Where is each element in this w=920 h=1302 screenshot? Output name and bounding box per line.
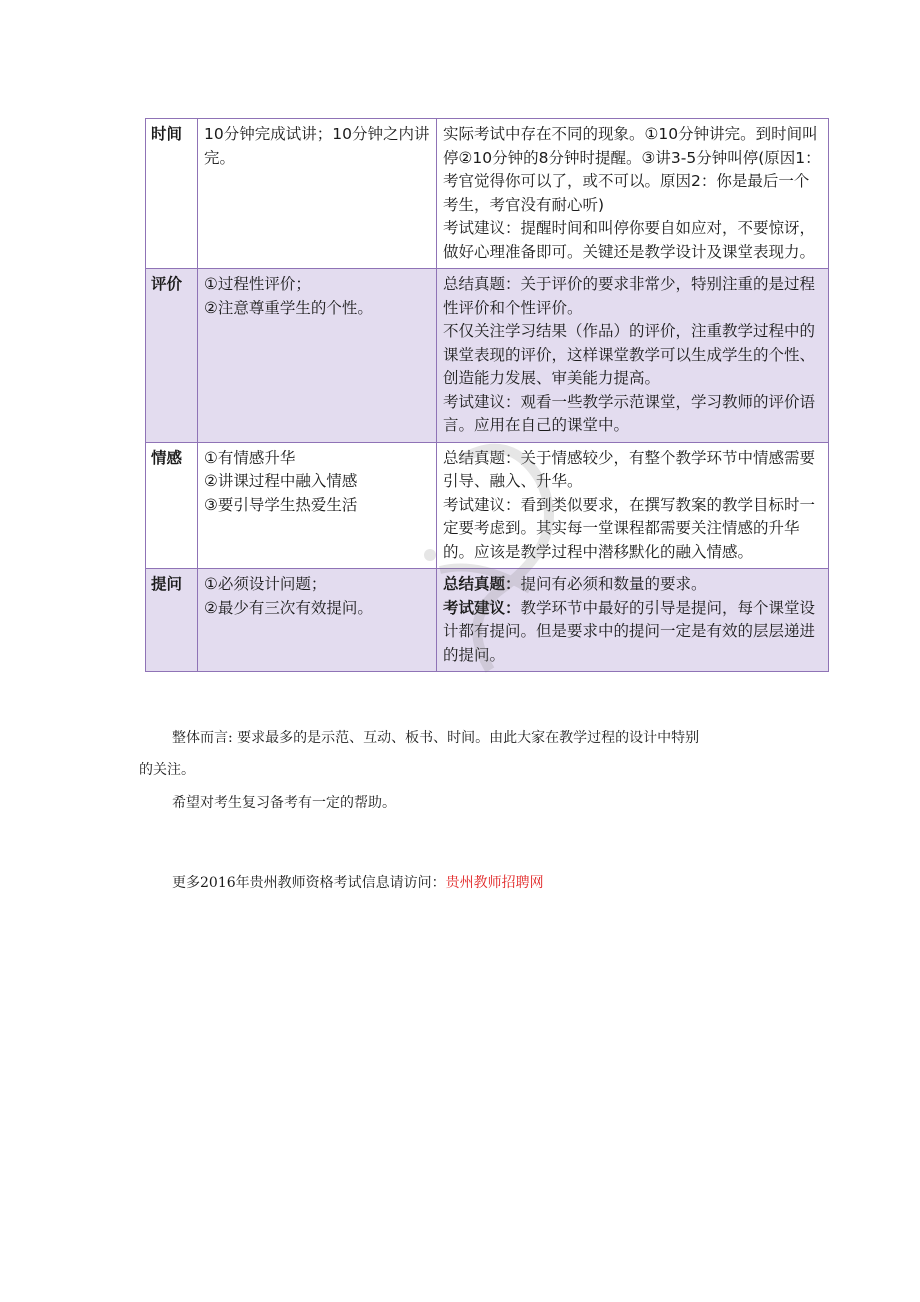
detail-cell bbox=[437, 442, 829, 569]
detail-cell bbox=[437, 569, 829, 672]
requirement-line: ②最少有三次有效提问。 bbox=[204, 598, 373, 617]
detail-text: 教学环节中最好的引导是提问，每个课堂设计都有提问。但是要求中的提问一定是有效的层层递进的提问。 bbox=[443, 598, 816, 664]
detail-heading: 考试建议： bbox=[443, 598, 521, 617]
detail-paragraph bbox=[443, 494, 822, 565]
detail-text: 不仅关注学习结果（作品）的评价，注重教学过程中的课堂表现的评价，这样课堂教学可以生成学生的个性、创造能力发展、审美能力提高。 bbox=[443, 322, 816, 387]
requirement-line: ②注意尊重学生的个性。 bbox=[204, 298, 373, 317]
detail-cell bbox=[437, 119, 829, 269]
detail-paragraph bbox=[443, 597, 822, 668]
summary-line-1: 整体而言: 要求最多的是示范、互动、板书、时间。由此大家在教学过程的设计中特别 bbox=[172, 730, 700, 746]
table-row bbox=[146, 442, 829, 569]
category-cell: 提问 bbox=[146, 569, 198, 672]
table-row bbox=[146, 569, 829, 672]
table-row bbox=[146, 269, 829, 443]
requirement-line: 10分钟完成试讲；10分钟之内讲完。 bbox=[204, 125, 430, 167]
more-info-prefix: 更多2016年贵州教师资格考试信息请访问： bbox=[172, 875, 446, 891]
requirement-cell bbox=[198, 269, 437, 443]
detail-paragraph bbox=[443, 320, 822, 391]
requirement-line: ②讲课过程中融入情感 bbox=[204, 472, 358, 490]
requirement-line: ①过程性评价； bbox=[204, 275, 311, 293]
detail-text: 提问有必须和数量的要求。 bbox=[520, 575, 707, 593]
detail-paragraph bbox=[443, 447, 822, 494]
detail-heading: 总结真题： bbox=[443, 575, 521, 593]
requirement-cell bbox=[198, 442, 437, 569]
hope-paragraph: 希望对考生复习备考有一定的帮助。 bbox=[172, 795, 396, 811]
detail-text: 考试建议：提醒时间和叫停你要自如应对，不要惊讶，做好心理准备即可。关键还是教学设计及课堂表现力。 bbox=[443, 219, 816, 261]
category-cell: 情感 bbox=[146, 442, 198, 569]
detail-text: 考试建议：看到类似要求，在撰写教案的教学目标时一定要考虑到。其实每一堂课程都需要关注情感的升华的。应该是教学过程中潜移默化的融入情感。 bbox=[443, 495, 816, 561]
detail-paragraph bbox=[443, 573, 822, 597]
summary-line-2: 的关注。 bbox=[139, 762, 195, 778]
category-cell: 时间 bbox=[146, 119, 198, 269]
requirement-cell bbox=[198, 119, 437, 269]
requirement-cell bbox=[198, 569, 437, 672]
detail-paragraph bbox=[443, 273, 822, 320]
requirement-line: ①必须设计问题； bbox=[204, 575, 327, 593]
detail-cell bbox=[437, 269, 829, 443]
guizhou-teacher-recruitment-link[interactable]: 贵州教师招聘网 bbox=[445, 875, 544, 891]
requirement-line: ③要引导学生热爱生活 bbox=[204, 495, 358, 514]
detail-text: 考试建议：观看一些教学示范课堂，学习教师的评价语言。应用在自己的课堂中。 bbox=[443, 392, 816, 434]
detail-paragraph bbox=[443, 123, 822, 217]
detail-text: 总结真题：关于评价的要求非常少，特别注重的是过程性评价和个性评价。 bbox=[443, 275, 816, 317]
detail-text: 总结真题：关于情感较少，有整个教学环节中情感需要引导、融入、升华。 bbox=[443, 448, 816, 490]
table-row bbox=[146, 119, 829, 269]
detail-text: 实际考试中存在不同的现象。①10分钟讲完。到时间叫停②10分钟的8分钟时提醒。③讲3-5分钟叫停(原因1：考官觉得你可以了，或不可以。原因2：你是最后一个考生，考官没有耐心听) bbox=[443, 125, 821, 214]
category-cell: 评价 bbox=[146, 269, 198, 443]
detail-paragraph bbox=[443, 391, 822, 438]
detail-paragraph bbox=[443, 217, 822, 264]
requirement-line: ①有情感升华 bbox=[204, 448, 296, 467]
requirements-table-body bbox=[146, 119, 829, 672]
more-info-line bbox=[172, 873, 544, 893]
requirements-table bbox=[145, 118, 829, 672]
